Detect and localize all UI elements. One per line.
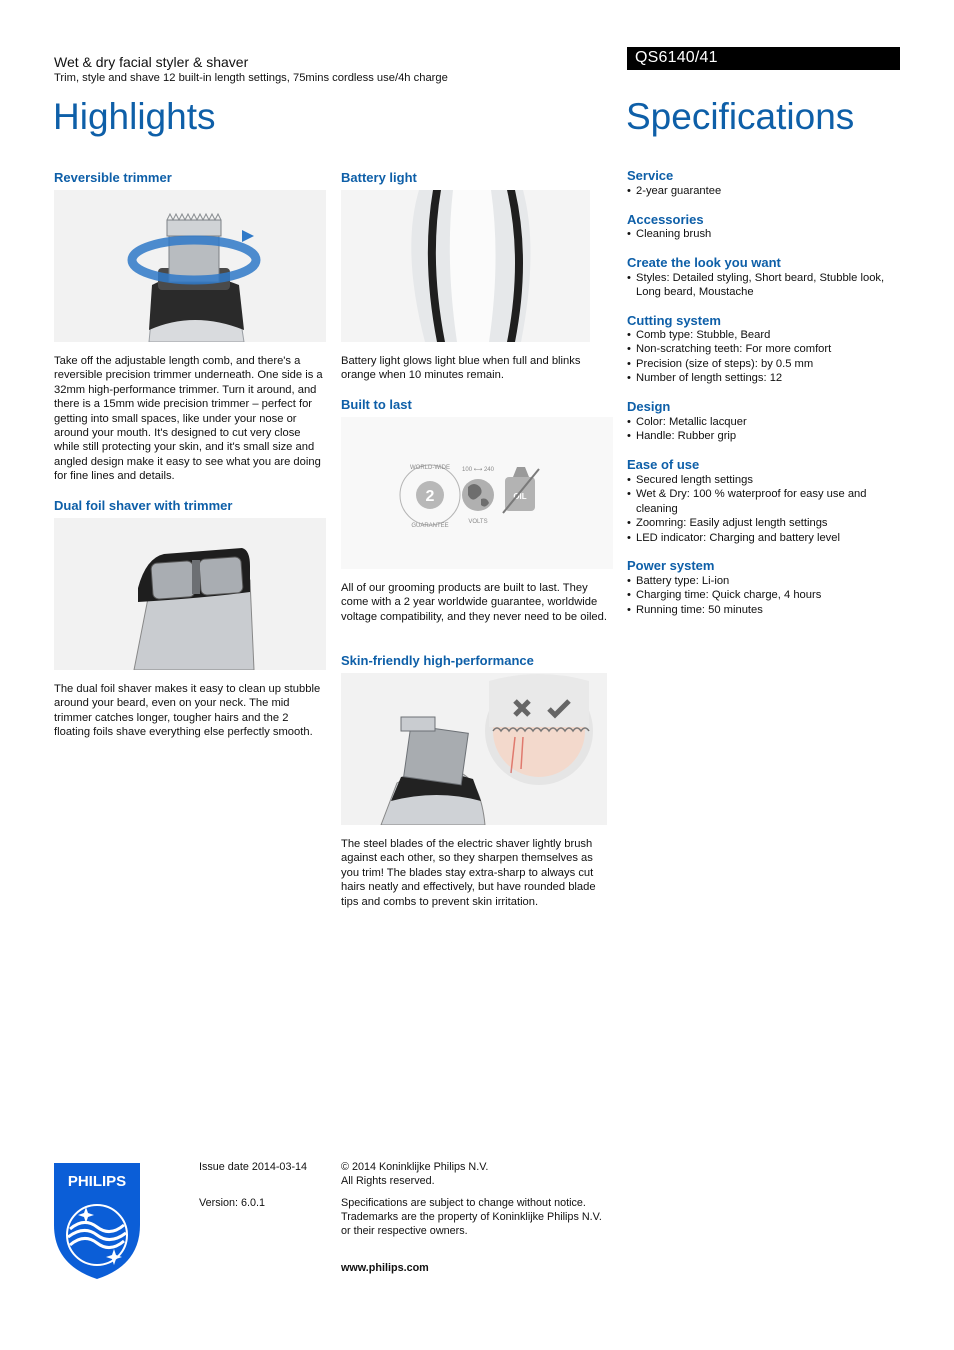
badge-guarantee: GUARANTEE [411, 523, 449, 529]
notice-line-2: Trademarks are the property of Koninklijke Philips N.V. [341, 1211, 602, 1223]
copyright-line-2: All Rights reserved. [341, 1175, 435, 1187]
battery-light-image [341, 190, 590, 342]
highlights-heading: Highlights [53, 96, 216, 137]
issue-date: Issue date 2014-03-14 [199, 1161, 308, 1173]
model-bar [627, 47, 900, 70]
highlight-text-skin-friendly: The steel blades of the electric shaver lightly brush against each other, so they sharpen themselves as you trim! The blades stay extra-sharp to always cut hairs neatly and effectively, but have rounded blade tips and combs to prevent skin irritation. [341, 838, 596, 908]
badge-years: 2 [425, 488, 435, 505]
skin-friendly-image [341, 673, 607, 825]
highlight-text-dual-foil: The dual foil shaver makes it easy to clean up stubble around your beard, even on your neck. The mid trimmer catches longer, tougher hairs and the 2 floating foils shave everything else perfectly smooth. [54, 683, 321, 739]
highlight-text-reversible-trimmer: Take off the adjustable length comb, and there's a reversible precision trimmer underneath. One side is a 32mm high-performance trimmer. Turn it around, and there is a 15mm wide precision trimmer – perfect for getting into small spaces, like under your nose or around your mouth. It's designed to cut very close while still protecting your skin, and it's small size and angled design make it easy to see what you are doing for fine lines and details. [54, 355, 323, 483]
badge-volts: VOLTS [468, 519, 488, 525]
spec-item: • Comb type: Stubble, Beard [627, 328, 902, 342]
philips-logo [54, 1163, 140, 1279]
website-link[interactable]: www.philips.com [341, 1262, 429, 1274]
copyright-line-1: © 2014 Koninklijke Philips N.V. [341, 1161, 489, 1173]
built-to-last-image [341, 417, 613, 569]
model-number: QS6140/41 [635, 49, 718, 66]
spec-list-ease-of-use [627, 473, 902, 545]
spec-title-ease-of-use: Ease of use [627, 457, 700, 472]
spec-title-power-system: Power system [627, 558, 715, 573]
dual-foil-shaver-image [54, 518, 326, 670]
spec-item: • Zoomring: Easily adjust length settings [627, 516, 902, 530]
spec-list-power-system [627, 574, 902, 617]
spec-item: • Non-scratching teeth: For more comfort [627, 342, 902, 356]
spec-title-design: Design [627, 399, 671, 414]
spec-item: • 2-year guarantee [627, 184, 902, 198]
highlight-title-battery-light: Battery light [341, 170, 417, 185]
badge-oil: OIL [513, 492, 527, 501]
spec-item: • Precision (size of steps): by 0.5 mm [627, 357, 902, 371]
spec-list-cutting-system [627, 328, 902, 386]
spec-item: • Styles: Detailed styling, Short beard, Stubble look, Long beard, Moustache [627, 271, 902, 300]
notice-line-3: or their respective owners. [341, 1225, 468, 1237]
notice-line-1: Specifications are subject to change without notice. [341, 1197, 586, 1209]
specifications-heading: Specifications [626, 96, 855, 137]
product-title: Wet & dry facial styler & shaver [54, 54, 249, 70]
spec-item: • Color: Metallic lacquer [627, 415, 902, 429]
spec-item: • Handle: Rubber grip [627, 429, 902, 443]
highlight-title-dual-foil: Dual foil shaver with trimmer [54, 498, 233, 513]
spec-item: • Number of length settings: 12 [627, 371, 902, 385]
spec-list-create-look [627, 271, 902, 300]
highlight-title-built-to-last: Built to last [341, 397, 412, 412]
reversible-trimmer-image [54, 190, 326, 342]
spec-title-accessories: Accessories [627, 212, 704, 227]
spec-title-service: Service [627, 168, 674, 183]
spec-item: • Wet & Dry: 100 % waterproof for easy use and cleaning [627, 487, 902, 516]
highlight-title-reversible-trimmer: Reversible trimmer [54, 170, 172, 185]
spec-item: • Charging time: Quick charge, 4 hours [627, 588, 902, 602]
highlight-text-built-to-last: All of our grooming products are built to last. They come with a 2 year worldwide guarantee, worldwide voltage compatibility, and they never need to be oiled. [341, 582, 607, 623]
spec-item: • Secured length settings [627, 473, 902, 487]
spec-list-design [627, 415, 902, 444]
spec-list-accessories [627, 227, 902, 241]
badge-volts-range: 100 ⟷ 240 [462, 467, 494, 473]
highlight-title-skin-friendly: Skin-friendly high-performance [341, 653, 534, 668]
logo-text: PHILIPS [67, 1173, 127, 1190]
badge-worldwide: WORLD-WIDE [410, 465, 450, 471]
spec-item: • Running time: 50 minutes [627, 603, 902, 617]
spec-item: • Battery type: Li-ion [627, 574, 902, 588]
spec-item: • LED indicator: Charging and battery level [627, 531, 902, 545]
spec-title-create-look: Create the look you want [627, 255, 781, 270]
product-subtitle: Trim, style and shave 12 built-in length settings, 75mins cordless use/4h charge [54, 72, 448, 84]
highlight-text-battery-light: Battery light glows light blue when full and blinks orange when 10 minutes remain. [341, 355, 581, 382]
version: Version: 6.0.1 [199, 1197, 266, 1209]
spec-title-cutting-system: Cutting system [627, 313, 721, 328]
spec-item: • Cleaning brush [627, 227, 902, 241]
spec-list-service [627, 184, 902, 198]
